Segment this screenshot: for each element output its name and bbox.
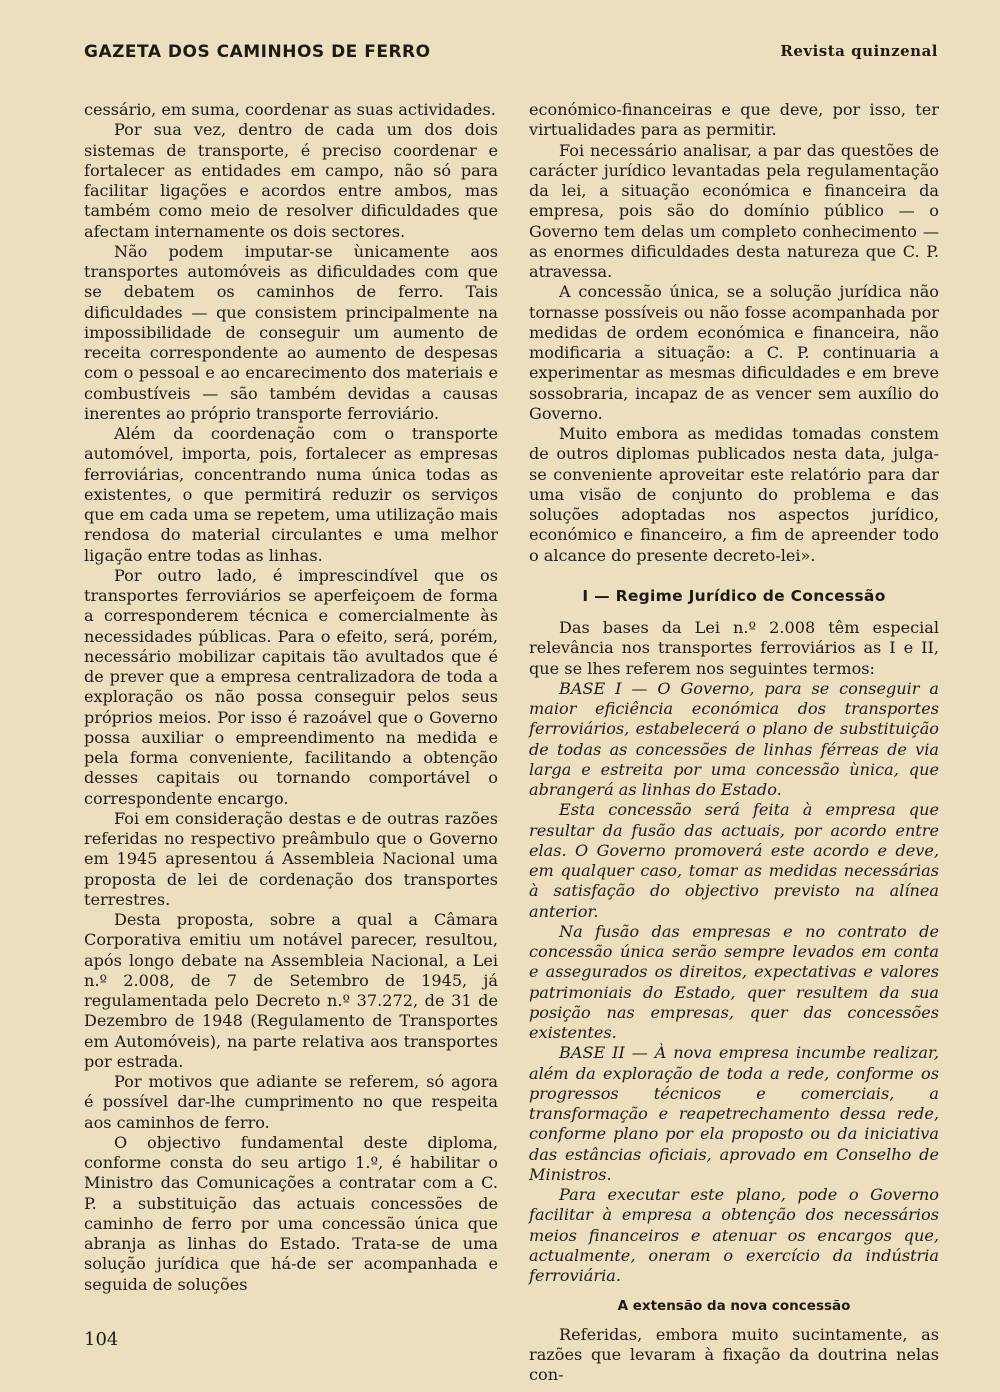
law-base-paragraph: Na fusão das empresas e no contrato de concessão única serão sempre levados em conta e assegurados os direitos, expectativas e valores patrimoniais do Estado, quer resultem da sua posição nas empresas, quer das concessões existentes. [529, 921, 939, 1042]
paragraph: Referidas, embora muito sucintamente, as razões que levaram à fixação da doutrina nelas con- [529, 1324, 939, 1384]
law-base-paragraph: Esta concessão será feita à empresa que resultar da fusão das actuais, por acordo entre elas. O Governo promoverá este acordo e deve, em qualquer caso, tomar as medidas necessárias à satisfação do objectivo previsto na alínea anterior. [529, 800, 939, 921]
paragraph: Por sua vez, dentro de cada um dos dois sistemas de transporte, é preciso coordenar e fortalecer as entidades em campo, não só para facilitar ligações e acordos entre ambos, mas também como meio de resolver dificuldades que afectam internamente os dois sectores. [84, 120, 498, 241]
paragraph: Foi em consideração destas e de outras razões referidas no respectivo preâmbulo que o Governo em 1945 apresentou á Assembleia Nacional uma proposta de lei de cordenação dos transportes terrestres. [84, 808, 498, 909]
subsection-heading: A extensão da nova concessão [617, 1298, 851, 1315]
paragraph: Desta proposta, sobre a qual a Câmara Corporativa emitiu um notável parecer, resultou, após longo debate na Assembleia Nacional, a Lei n.º 2.008, de 7 de Setembro de 1945, já regulamentada pelo Decreto n.º 37.272, de 31 de Dezembro de 1948 (Regulamento de Transportes em Automóveis), na parte relativa aos transportes por estrada. [84, 910, 498, 1071]
paragraph: Das bases da Lei n.º 2.008 têm especial relevância nos transportes ferroviários as I e II, que se lhes referem nos seguintes termos: [529, 618, 939, 678]
left-column [84, 100, 498, 1295]
paragraph: económico-financeiras e que deve, por isso, ter virtualidades para as permitir. [529, 100, 939, 140]
law-base-paragraph: Para executar este plano, pode o Governo facilitar à empresa a obtenção dos necessários meios financeiros e atenuar os encargos que, actualmente, oneram o exercício da indústria ferroviária. [529, 1185, 939, 1285]
paragraph: Além da coordenação com o transporte automóvel, importa, pois, fortalecer as empresas ferroviárias, concentrando numa única todas as existentes, o que permitirá reduzir os serviços que em cada uma se repetem, uma utilização mais rendosa do material circulantes e uma melhor ligação entre todas as linhas. [84, 424, 498, 565]
paragraph: Foi necessário analisar, a par das questões de carácter jurídico levantadas pela regulamentação da lei, a situação económica e financeira da empresa, pois são do domínio público — o Governo tem delas um completo conhecimento — as enormes dificuldades desta natureza que C. P. atravessa. [529, 140, 939, 281]
paragraph: O objectivo fundamental deste diploma, conforme consta do seu artigo 1.º, é habilitar o Ministro das Comunicações a contratar com a C. P. a substituição das actuais concessões de caminho de ferro por uma concessão única que abranja as linhas do Estado. Trata-se de uma solução jurídica que há-de ser acompanhada e seguida de soluções [84, 1132, 498, 1294]
paragraph: Por outro lado, é imprescindível que os transportes ferroviários se aperfeiçoem de forma a corresponderem técnica e comercialmente às necessidades públicas. Para o efeito, será, porém, necessário mobilizar capitais tão avultados que é de prever que a empresa centralizadora de toda a exploração os não possa conseguir pelos seus próprios meios. Por isso é razoável que o Governo possa auxiliar o empreendimento na medida e pela forma conveniente, facilitando a obtenção desses capitais ou tornando comportável o correspondente encargo. [84, 565, 498, 808]
law-base-paragraph: BASE I — O Governo, para se conseguir a maior eficiência económica dos transportes ferroviários, estabelecerá o plano de substituição de todas as concessões de linhas férreas de via larga e estreita por uma concessão ùnica, que abrangerá as linhas do Estado. [529, 678, 939, 799]
law-base-paragraph: BASE II — À nova empresa incumbe realizar, além da exploração de toda a rede, conforme os progressos técnicos e comerciais, a transformação e reapetrechamento dessa rede, conforme plano por ela proposto ou da iniciativa das estâncias oficiais, aprovado em Conselho de Ministros. [529, 1043, 939, 1184]
section-heading: I — Regime Jurídico de Concessão [582, 586, 886, 605]
journal-frequency: Revista quinzenal [780, 42, 938, 60]
journal-title: GAZETA DOS CAMINHOS DE FERRO [84, 42, 431, 62]
page-number: 104 [84, 1329, 119, 1350]
right-column [529, 100, 939, 1385]
paragraph: Não podem imputar-se ùnicamente aos transportes automóveis as dificuldades com que se debatem os caminhos de ferro. Tais dificuldades — que consistem principalmente na impossibilidade de conseguir um aumento de receita correspondente ao aumento de despesas com o pessoal e ao encarecimento dos materiais e combustíveis — são também devidas a causas inerentes ao próprio transporte ferroviário. [84, 241, 498, 423]
paragraph: Muito embora as medidas tomadas constem de outros diplomas publicados nesta data, julga-se conveniente aproveitar este relatório para dar uma visão de conjunto do problema e das soluções adoptadas nos aspectos jurídico, económico e financeiro, a fim de apreender todo o alcance do presente decreto-lei». [529, 424, 939, 565]
paragraph: Por motivos que adiante se referem, só agora é possível dar-lhe cumprimento no que respeita aos caminhos de ferro. [84, 1072, 498, 1132]
paragraph: A concessão única, se a solução jurídica não tornasse possíveis ou não fosse acompanhada por medidas de ordem económica e financeira, não modificaria a situação: a C. P. continuaria a experimentar as mesmas dificuldades e em breve sossobraria, incapaz de as vencer sem auxílio do Governo. [529, 282, 939, 423]
paragraph: cessário, em suma, coordenar as suas actividades. [84, 100, 496, 119]
